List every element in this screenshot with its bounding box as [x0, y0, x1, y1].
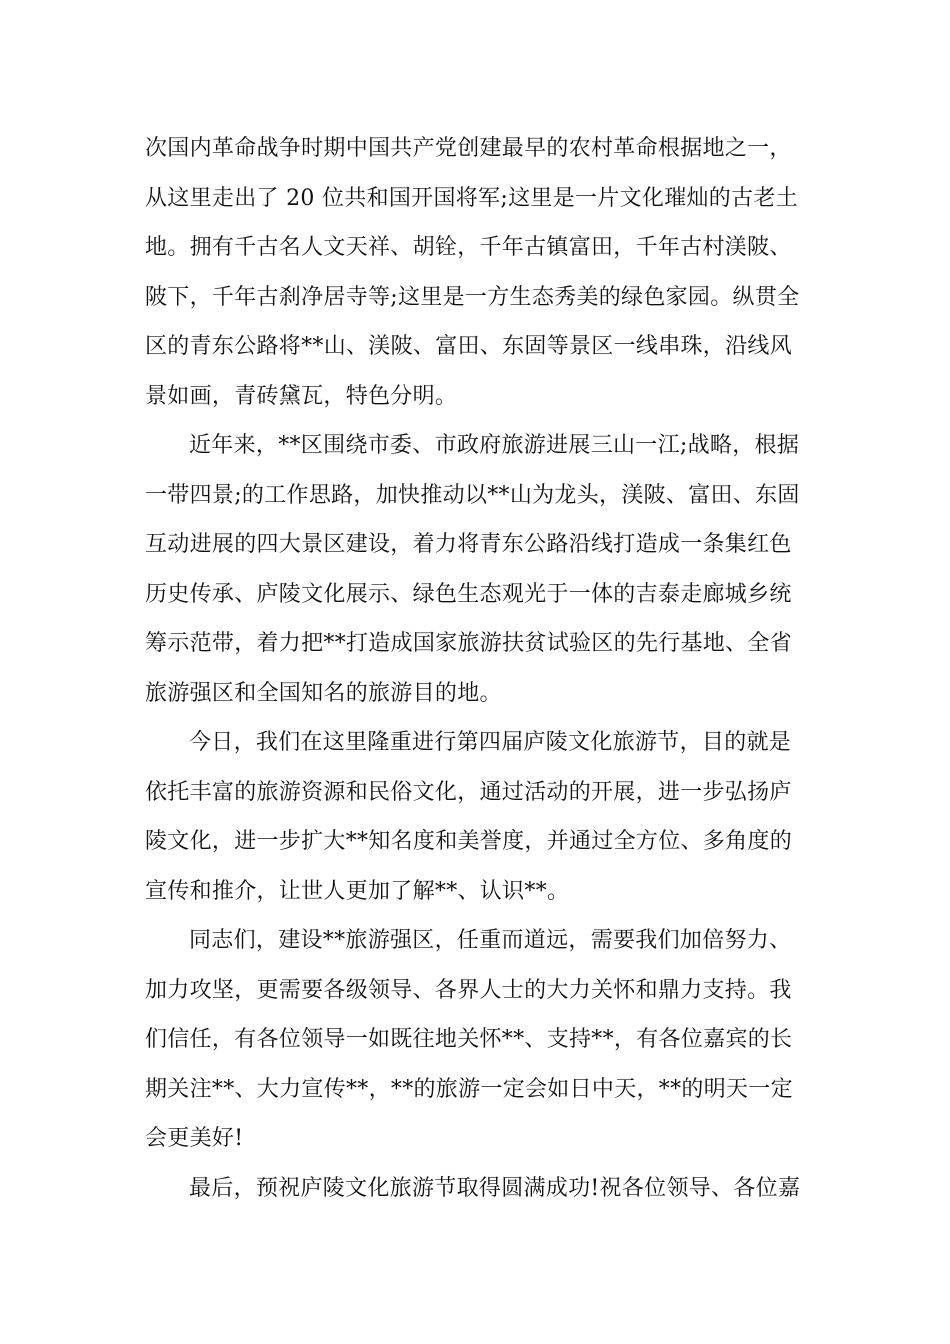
text-line: 次国内革命战争时期中国共产党创建最早的农村革命根据地之一， — [145, 136, 792, 161]
text-line: 加力攻坚，更需要各级领导、各界人士的大力关怀和鼎力支持。我 — [145, 977, 792, 1003]
text-line: 期关注**、大力宣传**，**的旅游一定会如日中天，**的明天一定 — [145, 1076, 793, 1102]
text-line: 筹示范带，着力把**打造成国家旅游扶贫试验区的先行基地、全省 — [145, 631, 793, 656]
text-line: 旅游强区和全国知名的旅游目的地。 — [145, 680, 502, 706]
text-line: 景如画，青砖黛瓦，特色分明。 — [145, 383, 458, 409]
text-line: 陂下，千年古刹净居寺等;这里是一方生态秀美的绿色家园。纵贯全 — [145, 284, 800, 310]
paragraph-first-line: 近年来，**区围绕市委、市政府旅游进展三山一江;战略，根据 — [189, 433, 800, 458]
text-line: 会更美好! — [145, 1126, 244, 1151]
text-line: 们信任，有各位领导一如既往地关怀**、支持**，有各位嘉宾的长 — [145, 1027, 793, 1052]
text-line: 从这里走出了 20 位共和国开国将军;这里是一片文化璀灿的古老土 — [145, 185, 798, 211]
text-line: 一带四景;的工作思路，加快推动以**山为龙头，渼陂、富田、东固 — [145, 482, 800, 508]
text-line: 宣传和推介，让世人更加了解**、认识**。 — [145, 878, 570, 904]
text-line: 互动进展的四大景区建设，着力将青东公路沿线打造成一条集红色 — [145, 532, 792, 557]
text-line: 历史传承、庐陵文化展示、绿色生态观光于一体的吉泰走廊城乡统 — [145, 581, 792, 607]
text-line: 依托丰富的旅游资源和民俗文化，通过活动的开展，进一步弘扬庐 — [145, 779, 792, 805]
paragraph-first-line: 今日，我们在这里隆重进行第四届庐陵文化旅游节，目的就是 — [189, 730, 792, 755]
text-line: 地。拥有千古名人文天祥、胡铨，千年古镇富田，千年古村渼陂、 — [145, 235, 792, 260]
text-line: 陵文化，进一步扩大**知名度和美誉度，并通过全方位、多角度的 — [145, 829, 793, 854]
body-text — [145, 124, 810, 1213]
paragraph-first-line: 同志们，建设**旅游强区，任重而道远，需要我们加倍努力、 — [189, 928, 792, 953]
paragraph-first-line: 最后，预祝庐陵文化旅游节取得圆满成功!祝各位领导、各位嘉 — [189, 1175, 801, 1201]
text-line: 区的青东公路将**山、渼陂、富田、东固等景区一线串珠，沿线风 — [145, 334, 793, 359]
